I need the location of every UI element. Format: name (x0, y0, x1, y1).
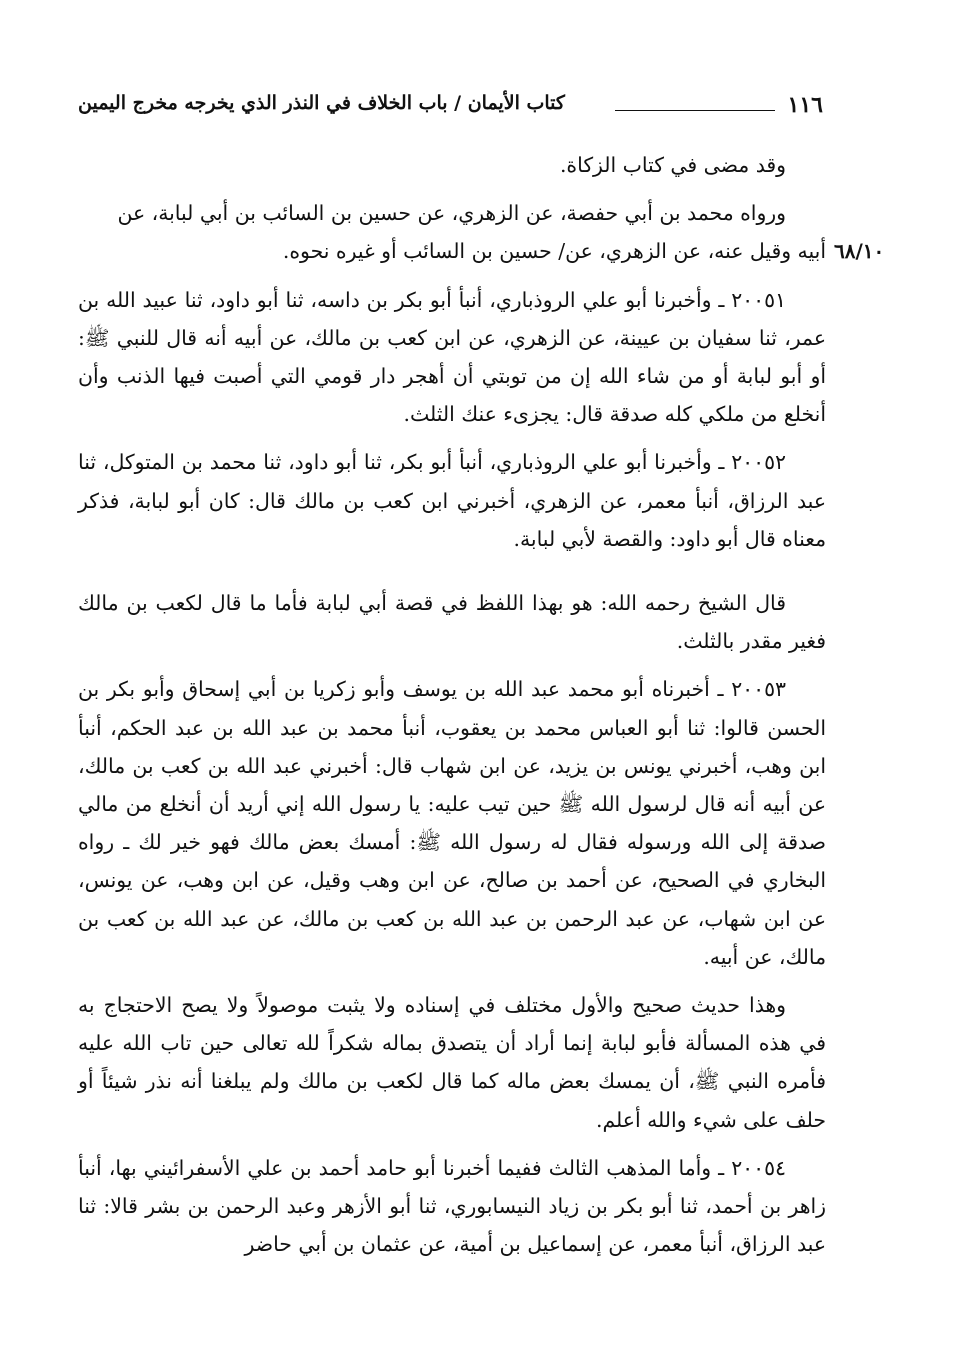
page-body (78, 146, 826, 1263)
page-number: ١١٦ (787, 92, 823, 118)
hadith-20054: ٢٠٠٥٤ ـ وأما المذهب الثالث ففيما أخبرنا أبو حامد أحمد بن علي الأسفرائيني بها، أنبأ زاهر بن أحمد، ثنا أبو بكر بن زياد النيسابوري، ثنا أبو الأزهر وعبد الرحمن بن بشر قالا: ثنا عبد الرزاق، أنبأ معمر، عن إسماعيل بن أمية، عن عثمان بن أبي حاضر (78, 1155, 826, 1257)
sheikh-comment: قال الشيخ رحمه الله: هو بهذا اللفظ في قصة أبي لبابة فأما ما قال لكعب بن مالك فغير مقدر بالثلث. (78, 591, 826, 654)
header-rule (615, 110, 775, 111)
running-header (78, 90, 823, 124)
paragraph-narration-line-1: ورواه محمد بن أبي حفصة، عن الزهري، عن حسين بن السائب بن أبي لبابة، عن (117, 201, 786, 226)
hadith-20053: ٢٠٠٥٣ ـ أخبرناه أبو محمد عبد الله بن يوسف وأبو زكريا بن أبي إسحاق وأبو بكر بن الحسن قالوا: ثنا أبو العباس محمد بن يعقوب، أنبأ محمد بن عبد الله بن عبد الحكم، أنبأ ابن وهب، أخبرني يونس بن يزيد، عن ابن شهاب قال: أخبرني عبد الله بن كعب بن مالك، عن أبيه أنه قال لرسول الله ﷺ حين تيب عليه: يا رسول الله إني أريد أن أنخلع من مالي صدقة إلى الله ورسوله فقال له رسول الله ﷺ: أمسك بعض مالك فهو خير لك ـ رواه البخاري في الصحيح، عن أحمد بن صالح، عن ابن وهب وقيل، عن ابن وهب، عن يونس، عن ابن شهاب، عن عبد الرحمن بن عبد الله بن كعب بن مالك، عن عبد الله بن كعب بن مالك، عن أبيه. (78, 677, 826, 969)
authenticity-comment: وهذا حديث صحيح والأول مختلف في إسناده ولا يثبت موصولاً ولا يصح الاحتجاج به في هذه المسألة فأبو لبابة إنما أراد أن يتصدق بماله شكراً لله تعالى حين تاب الله عليه فأمره النبي ﷺ، أن يمسك بعض ماله كما قال لكعب بن مالك ولم يبلغنا أنه نذر شيئاً أو حلف على شيء والله أعلم. (78, 993, 826, 1132)
paragraph-zakat-reference: وقد مضى في كتاب الزكاة. (559, 153, 786, 177)
hadith-20051: ٢٠٠٥١ ـ وأخبرنا أبو علي الروذباري، أنبأ أبو بكر بن داسه، ثنا أبو داود، ثنا عبيد الله بن عمر، ثنا سفيان بن عيينة، عن الزهري، عن ابن كعب بن مالك، عن أبيه أنه قال للنبي ﷺ: أو أبو لبابة أو من شاء الله إن من توبتي أن أهجر دار قومي التي أصبت فيها الذنب وأن أنخلع من ملكي كله صدقة قال: يجزىء عنك الثلث. (78, 287, 826, 427)
hadith-20052: ٢٠٠٥٢ ـ وأخبرنا أبو علي الروذباري، أنبأ أبو بكر، ثنا أبو داود، ثنا محمد بن المتوكل، ثنا عبد الرزاق، أنبأ معمر، عن الزهري، أخبرني ابن كعب بن مالك قال: كان أبو لبابة، فذكر معناه قال أبو داود: والقصة لأبي لبابة. (78, 450, 826, 551)
paragraph-narration-line-2: أبيه وقيل عنه، عن الزهري، عن/ حسين بن السائب أو غيره نحوه. (282, 239, 826, 264)
margin-page-reference: ٦٨/١٠ (834, 239, 885, 263)
header-title: كتاب الأيمان / باب الخلاف في النذر الذي يخرجه مخرج اليمين (78, 92, 565, 114)
